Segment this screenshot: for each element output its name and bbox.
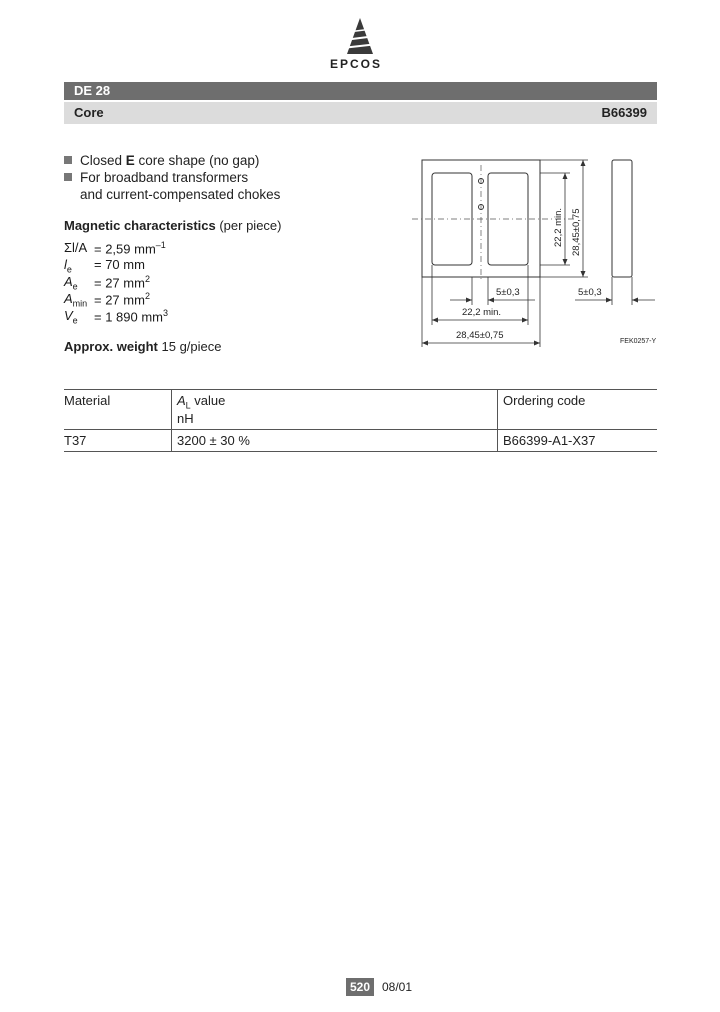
approx-weight: Approx. weight 15 g/piece: [64, 339, 222, 354]
table-header-row: [64, 390, 657, 430]
edition-date: 08/01: [382, 980, 413, 994]
epcos-logo-icon: [340, 16, 380, 56]
brand-name: EPCOS: [330, 57, 383, 71]
cell-material: T37: [64, 429, 172, 451]
dim-outer-height: 28,45±0,75: [571, 208, 582, 256]
series-bar: [64, 82, 657, 100]
bullet-square-icon: [64, 173, 72, 181]
category-label: Core: [74, 105, 104, 120]
col-al-header: $A_L$ value nH: [172, 390, 498, 430]
param-sigma: Σl/A = 2,59 $mm^{-1}$: [64, 240, 166, 257]
param-le: $l_e$ = 70 mm: [64, 257, 145, 275]
magnetic-heading: Magnetic characteristics (per piece): [64, 218, 282, 233]
feature-item: Closed E core shape (no gap): [64, 153, 259, 168]
param-ae: $A_e$ = 27 $mm^2$: [64, 274, 150, 292]
cell-ordering-code: B66399-A1-X37: [498, 429, 658, 451]
dim-inner-height: 22,2 min.: [553, 207, 564, 247]
dim-outer-width: 28,45±0,75: [456, 330, 504, 341]
param-ve: $V_e$ = 1 890 $mm^3$: [64, 308, 169, 326]
dim-leg-width: 5±0,3: [496, 287, 520, 298]
title-bar: [64, 102, 657, 124]
col-material-header: Material: [64, 390, 172, 430]
series-label: DE 28: [74, 83, 111, 98]
col-ordering-header: Ordering code: [498, 390, 658, 430]
param-amin: $A_{min}$ = 27 $mm^2$: [64, 291, 150, 309]
feature-item: For broadband transformers: [64, 170, 248, 185]
feature-item-continued: and current-compensated chokes: [80, 187, 281, 202]
dim-inner-width: 22,2 min.: [462, 307, 502, 318]
table-row: [64, 429, 657, 451]
part-number: B66399: [601, 105, 647, 120]
cell-al: 3200 ± 30 %: [172, 429, 498, 451]
core-side-view: [612, 160, 632, 277]
ordering-table: [64, 389, 657, 452]
drawing-reference: FEK0257-Y: [620, 338, 657, 345]
core-drawing: [410, 155, 660, 350]
dim-thickness: 5±0,3: [578, 287, 602, 298]
bullet-square-icon: [64, 156, 72, 164]
page-number: 520: [346, 978, 374, 996]
